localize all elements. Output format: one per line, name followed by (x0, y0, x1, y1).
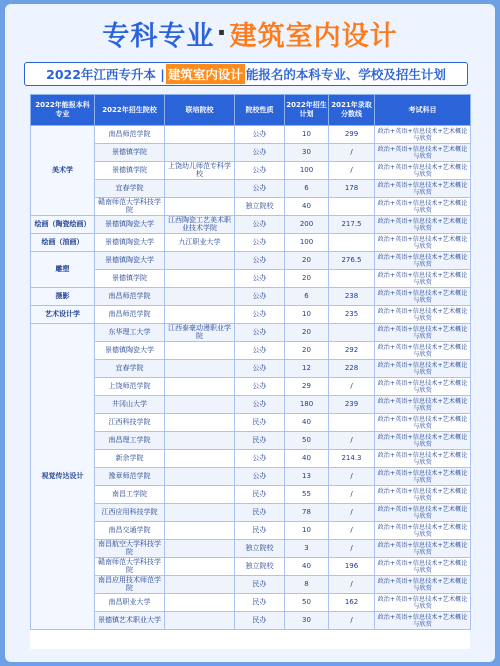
partner-cell (165, 378, 235, 396)
school-cell: 南昌师范学院 (95, 306, 165, 324)
school-cell: 景德镇学院 (95, 270, 165, 288)
subjects-cell: 政治+英语+信息技术+艺术概论与欣赏 (375, 324, 471, 342)
table-row (31, 504, 471, 522)
plan-cell: 20 (285, 252, 329, 270)
table-row (31, 216, 471, 234)
banner-part1: 专科专业 (102, 20, 215, 52)
banner (5, 4, 495, 62)
school-cell: 景德镇陶瓷大学 (95, 252, 165, 270)
partner-cell (165, 468, 235, 486)
table-row (31, 558, 471, 576)
partner-cell (165, 144, 235, 162)
partner-cell (165, 576, 235, 594)
plan-cell: 8 (285, 576, 329, 594)
school-cell: 景德镇陶瓷大学 (95, 234, 165, 252)
table-row (31, 396, 471, 414)
table-row (31, 288, 471, 306)
score-cell: 292 (329, 342, 375, 360)
nature-cell: 公办 (235, 288, 285, 306)
school-cell: 景德镇陶瓷大学 (95, 342, 165, 360)
partner-cell (165, 486, 235, 504)
table-row (31, 252, 471, 270)
nature-cell: 公办 (235, 468, 285, 486)
score-cell: / (329, 486, 375, 504)
partner-cell (165, 540, 235, 558)
plan-cell: 30 (285, 144, 329, 162)
score-cell: 235 (329, 306, 375, 324)
nature-cell: 公办 (235, 450, 285, 468)
plan-table-wrap (30, 94, 470, 649)
subjects-cell: 政治+英语+信息技术+艺术概论与欣赏 (375, 396, 471, 414)
header-nature: 院校性质 (235, 95, 285, 126)
score-cell (329, 270, 375, 288)
plan-cell: 50 (285, 594, 329, 612)
major-cell: 摄影 (31, 288, 95, 306)
nature-cell: 公办 (235, 234, 285, 252)
school-cell: 赣南师范大学科技学院 (95, 558, 165, 576)
nature-cell: 民办 (235, 576, 285, 594)
banner-separator: · (216, 17, 228, 49)
school-cell: 宜春学院 (95, 180, 165, 198)
table-row (31, 144, 471, 162)
partner-cell (165, 270, 235, 288)
plan-cell: 40 (285, 450, 329, 468)
score-cell: 196 (329, 558, 375, 576)
partner-cell (165, 288, 235, 306)
school-cell: 宜春学院 (95, 360, 165, 378)
subjects-cell: 政治+英语+信息技术+艺术概论与欣赏 (375, 288, 471, 306)
nature-cell: 民办 (235, 486, 285, 504)
plan-cell: 55 (285, 486, 329, 504)
header-plan: 2022年招生计划 (285, 95, 329, 126)
table-row (31, 126, 471, 144)
subjects-cell: 政治+英语+信息技术+艺术概论与欣赏 (375, 594, 471, 612)
subtitle-post: 能报名的本科专业、学校及招生计划 (245, 67, 446, 82)
nature-cell: 公办 (235, 252, 285, 270)
table-row (31, 468, 471, 486)
subtitle-pre: 2022年江西专升本 | (46, 67, 165, 82)
plan-cell: 3 (285, 540, 329, 558)
table-row (31, 612, 471, 630)
table-row (31, 576, 471, 594)
table-body (31, 126, 471, 630)
plan-cell: 100 (285, 162, 329, 180)
school-cell: 江西科技学院 (95, 414, 165, 432)
plan-cell: 50 (285, 432, 329, 450)
nature-cell: 公办 (235, 324, 285, 342)
plan-cell: 100 (285, 234, 329, 252)
nature-cell: 公办 (235, 144, 285, 162)
table-row (31, 342, 471, 360)
score-cell: / (329, 540, 375, 558)
subjects-cell: 政治+英语+信息技术+艺术概论与欣赏 (375, 432, 471, 450)
subjects-cell: 政治+英语+信息技术+艺术概论与欣赏 (375, 558, 471, 576)
plan-cell: 6 (285, 288, 329, 306)
plan-cell: 40 (285, 198, 329, 216)
plan-cell: 20 (285, 270, 329, 288)
partner-cell: 上饶幼儿师范专科学校 (165, 162, 235, 180)
partner-cell (165, 450, 235, 468)
subjects-cell: 政治+英语+信息技术+艺术概论与欣赏 (375, 198, 471, 216)
subjects-cell: 政治+英语+信息技术+艺术概论与欣赏 (375, 252, 471, 270)
plan-table (30, 94, 471, 630)
subjects-cell: 政治+英语+信息技术+艺术概论与欣赏 (375, 540, 471, 558)
nature-cell: 公办 (235, 180, 285, 198)
nature-cell: 公办 (235, 216, 285, 234)
score-cell: / (329, 576, 375, 594)
table-row (31, 486, 471, 504)
subjects-cell: 政治+英语+信息技术+艺术概论与欣赏 (375, 468, 471, 486)
subjects-cell: 政治+英语+信息技术+艺术概论与欣赏 (375, 504, 471, 522)
partner-cell (165, 306, 235, 324)
banner-part2: 建筑室内设计 (229, 20, 398, 52)
plan-cell: 10 (285, 126, 329, 144)
table-row (31, 414, 471, 432)
table-row (31, 198, 471, 216)
score-cell: / (329, 162, 375, 180)
partner-cell (165, 432, 235, 450)
subjects-cell: 政治+英语+信息技术+艺术概论与欣赏 (375, 180, 471, 198)
score-cell: / (329, 378, 375, 396)
score-cell: 214.3 (329, 450, 375, 468)
school-cell: 南昌交通学院 (95, 522, 165, 540)
table-row (31, 306, 471, 324)
major-cell: 绘画（油画） (31, 234, 95, 252)
major-cell: 视觉传达设计 (31, 324, 95, 630)
subtitle-bar (24, 62, 468, 86)
plan-cell: 180 (285, 396, 329, 414)
nature-cell: 公办 (235, 162, 285, 180)
subjects-cell: 政治+英语+信息技术+艺术概论与欣赏 (375, 234, 471, 252)
partner-cell (165, 504, 235, 522)
nature-cell: 民办 (235, 612, 285, 630)
table-row (31, 180, 471, 198)
table-row (31, 594, 471, 612)
banner-title (102, 14, 397, 53)
school-cell: 南昌师范学院 (95, 126, 165, 144)
school-cell: 赣南师范大学科技学院 (95, 198, 165, 216)
school-cell: 井冈山大学 (95, 396, 165, 414)
school-cell: 景德镇艺术职业大学 (95, 612, 165, 630)
nature-cell: 公办 (235, 396, 285, 414)
nature-cell: 民办 (235, 414, 285, 432)
score-cell: / (329, 432, 375, 450)
nature-cell: 公办 (235, 126, 285, 144)
score-cell (329, 414, 375, 432)
table-row (31, 378, 471, 396)
nature-cell: 独立院校 (235, 198, 285, 216)
table-row (31, 360, 471, 378)
score-cell (329, 198, 375, 216)
score-cell (329, 324, 375, 342)
nature-cell: 公办 (235, 270, 285, 288)
partner-cell (165, 396, 235, 414)
score-cell: 276.5 (329, 252, 375, 270)
header-partner: 联培院校 (165, 95, 235, 126)
plan-cell: 40 (285, 558, 329, 576)
subjects-cell: 政治+英语+信息技术+艺术概论与欣赏 (375, 126, 471, 144)
partner-cell (165, 522, 235, 540)
school-cell: 景德镇学院 (95, 144, 165, 162)
nature-cell: 独立院校 (235, 540, 285, 558)
plan-cell: 200 (285, 216, 329, 234)
subjects-cell: 政治+英语+信息技术+艺术概论与欣赏 (375, 270, 471, 288)
table-row (31, 450, 471, 468)
score-cell: 228 (329, 360, 375, 378)
subjects-cell: 政治+英语+信息技术+艺术概论与欣赏 (375, 342, 471, 360)
score-cell: / (329, 522, 375, 540)
school-cell: 上饶师范学院 (95, 378, 165, 396)
score-cell: / (329, 612, 375, 630)
subjects-cell: 政治+英语+信息技术+艺术概论与欣赏 (375, 414, 471, 432)
partner-cell (165, 414, 235, 432)
subjects-cell: 政治+英语+信息技术+艺术概论与欣赏 (375, 360, 471, 378)
partner-cell (165, 612, 235, 630)
score-cell: 239 (329, 396, 375, 414)
nature-cell: 民办 (235, 522, 285, 540)
nature-cell: 公办 (235, 378, 285, 396)
score-cell: 299 (329, 126, 375, 144)
school-cell: 南昌职业大学 (95, 594, 165, 612)
partner-cell (165, 180, 235, 198)
subjects-cell: 政治+英语+信息技术+艺术概论与欣赏 (375, 612, 471, 630)
nature-cell: 独立院校 (235, 558, 285, 576)
plan-cell: 20 (285, 342, 329, 360)
nature-cell: 民办 (235, 594, 285, 612)
partner-cell (165, 594, 235, 612)
header-score: 2021年录取分数线 (329, 95, 375, 126)
school-cell: 东华理工大学 (95, 324, 165, 342)
nature-cell: 公办 (235, 342, 285, 360)
table-row (31, 540, 471, 558)
subjects-cell: 政治+英语+信息技术+艺术概论与欣赏 (375, 162, 471, 180)
plan-cell: 6 (285, 180, 329, 198)
school-cell: 南昌航空大学科技学院 (95, 540, 165, 558)
school-cell: 豫章师范学院 (95, 468, 165, 486)
major-cell: 美术学 (31, 126, 95, 216)
partner-cell (165, 252, 235, 270)
school-cell: 南昌理工学院 (95, 432, 165, 450)
subtitle-highlight: 建筑室内设计 (166, 64, 245, 84)
score-cell: 217.5 (329, 216, 375, 234)
subjects-cell: 政治+英语+信息技术+艺术概论与欣赏 (375, 216, 471, 234)
subjects-cell: 政治+英语+信息技术+艺术概论与欣赏 (375, 378, 471, 396)
major-cell: 艺术设计学 (31, 306, 95, 324)
partner-cell: 九江职业大学 (165, 234, 235, 252)
score-cell: / (329, 144, 375, 162)
plan-cell: 12 (285, 360, 329, 378)
plan-cell: 10 (285, 522, 329, 540)
nature-cell: 公办 (235, 360, 285, 378)
header-school: 2022年招生院校 (95, 95, 165, 126)
major-cell: 雕塑 (31, 252, 95, 288)
plan-cell: 20 (285, 324, 329, 342)
partner-cell (165, 342, 235, 360)
nature-cell: 民办 (235, 504, 285, 522)
score-cell: / (329, 468, 375, 486)
table-row (31, 324, 471, 342)
plan-cell: 40 (285, 414, 329, 432)
major-cell: 绘画（陶瓷绘画） (31, 216, 95, 234)
subjects-cell: 政治+英语+信息技术+艺术概论与欣赏 (375, 144, 471, 162)
partner-cell (165, 126, 235, 144)
subjects-cell: 政治+英语+信息技术+艺术概论与欣赏 (375, 450, 471, 468)
plan-cell: 30 (285, 612, 329, 630)
partner-cell (165, 360, 235, 378)
school-cell: 南昌师范学院 (95, 288, 165, 306)
score-cell: 238 (329, 288, 375, 306)
plan-cell: 78 (285, 504, 329, 522)
nature-cell: 公办 (235, 306, 285, 324)
school-cell: 新余学院 (95, 450, 165, 468)
school-cell: 南昌工学院 (95, 486, 165, 504)
score-cell: 178 (329, 180, 375, 198)
plan-cell: 10 (285, 306, 329, 324)
school-cell: 景德镇陶瓷大学 (95, 216, 165, 234)
partner-cell (165, 558, 235, 576)
subjects-cell: 政治+英语+信息技术+艺术概论与欣赏 (375, 522, 471, 540)
partner-cell: 江西陶瓷工艺美术职业技术学院 (165, 216, 235, 234)
plan-cell: 13 (285, 468, 329, 486)
nature-cell: 民办 (235, 432, 285, 450)
header-subjects: 考试科目 (375, 95, 471, 126)
subjects-cell: 政治+英语+信息技术+艺术概论与欣赏 (375, 306, 471, 324)
table-header-row (31, 95, 471, 126)
score-cell: / (329, 504, 375, 522)
header-major: 2022年能报本科专业 (31, 95, 95, 126)
table-row (31, 432, 471, 450)
subjects-cell: 政治+英语+信息技术+艺术概论与欣赏 (375, 576, 471, 594)
partner-cell (165, 198, 235, 216)
table-row (31, 270, 471, 288)
school-cell: 景德镇学院 (95, 162, 165, 180)
subjects-cell: 政治+英语+信息技术+艺术概论与欣赏 (375, 486, 471, 504)
school-cell: 南昌应用技术师范学院 (95, 576, 165, 594)
table-row (31, 162, 471, 180)
school-cell: 江西应用科技学院 (95, 504, 165, 522)
score-cell: 162 (329, 594, 375, 612)
table-row (31, 234, 471, 252)
table-row (31, 522, 471, 540)
partner-cell: 江西泰豪动漫职业学院 (165, 324, 235, 342)
score-cell (329, 234, 375, 252)
plan-cell: 29 (285, 378, 329, 396)
